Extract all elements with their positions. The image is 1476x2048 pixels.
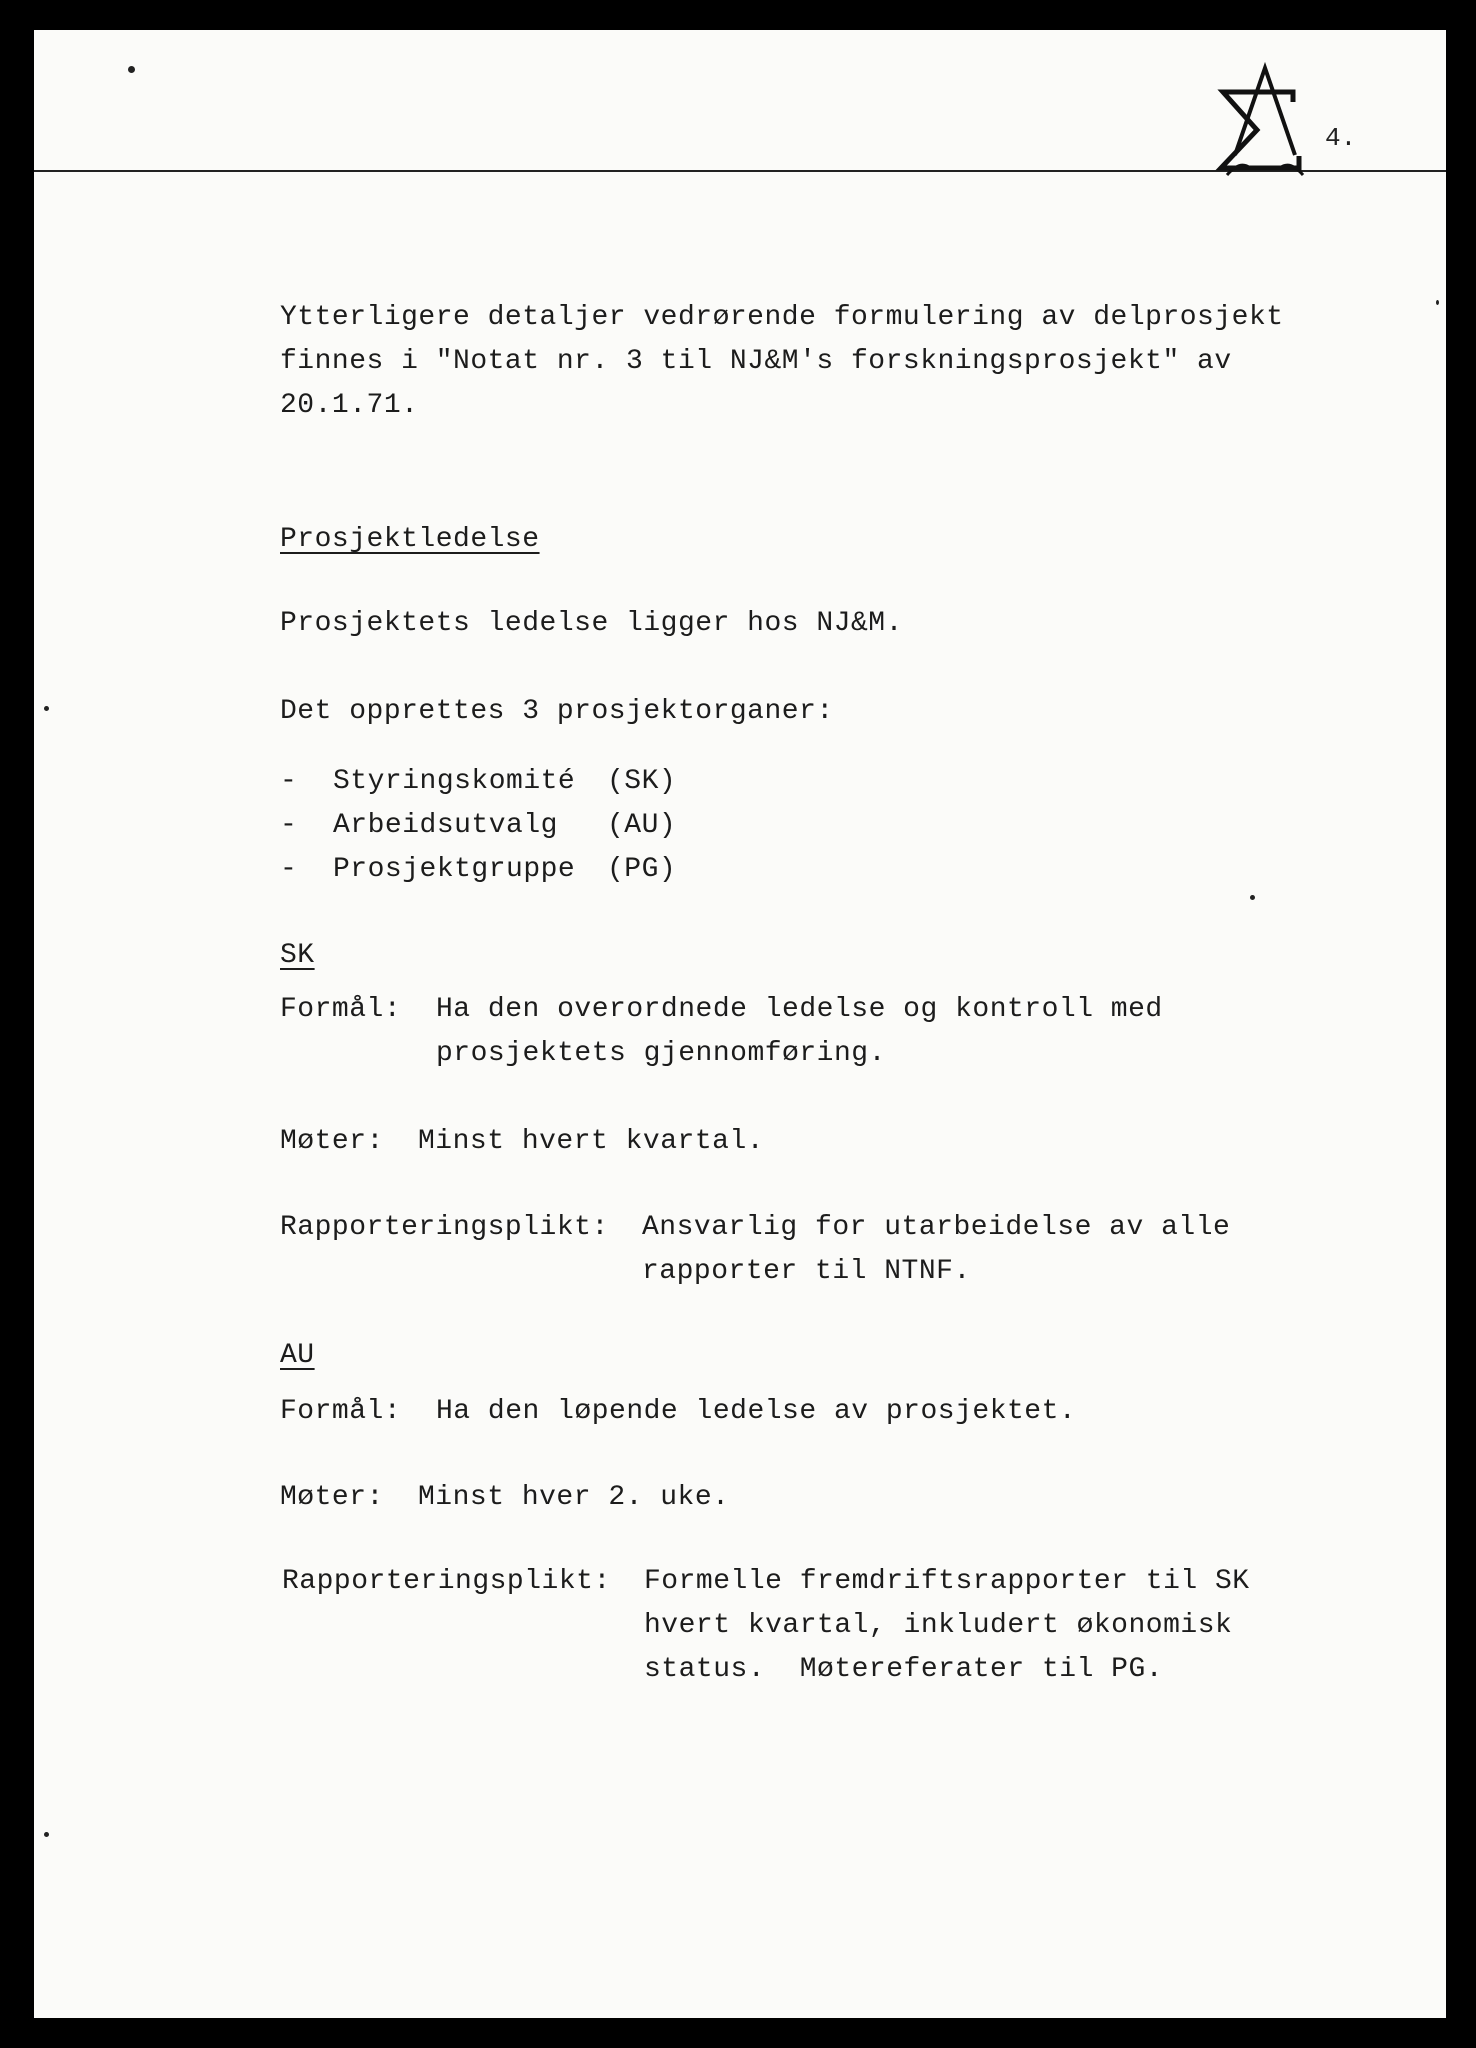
scan-speck [44, 706, 49, 711]
au-purpose-label: Formål: [280, 1396, 402, 1427]
intro-line-2: finnes i "Notat nr. 3 til NJ&M's forskningsprosjekt" av [280, 346, 1232, 377]
sk-purpose-line-1: Ha den overordnede ledelse og kontroll med [436, 994, 1163, 1025]
scan-speck [44, 1832, 49, 1837]
au-purpose-value: Ha den løpende ledelse av prosjektet. [436, 1396, 1077, 1427]
organ-abbr: (AU) [607, 810, 677, 841]
scan-speck [1250, 895, 1255, 900]
sk-meetings-label: Møter: [280, 1126, 384, 1157]
au-reporting-line-2: hvert kvartal, inkludert økonomisk [644, 1610, 1233, 1641]
sk-reporting-line-2: rapporter til NTNF. [642, 1256, 971, 1287]
scan-speck [128, 66, 135, 73]
sk-heading: SK [280, 940, 315, 971]
au-reporting-label: Rapporteringsplikt: [282, 1566, 611, 1597]
sk-meetings-value: Minst hvert kvartal. [418, 1126, 765, 1157]
section-heading: Prosjektledelse [280, 524, 540, 555]
organs-intro: Det opprettes 3 prosjektorganer: [280, 696, 834, 727]
lead-paragraph: Prosjektets ledelse ligger hos NJ&M. [280, 608, 903, 639]
organ-dash: - [280, 766, 298, 797]
organ-abbr: (SK) [607, 766, 677, 797]
organ-abbr: (PG) [607, 854, 677, 885]
intro-line-1: Ytterligere detaljer vedrørende formulering av delprosjekt [280, 302, 1284, 333]
au-reporting-line-3: status. Møtereferater til PG. [644, 1654, 1164, 1685]
organ-name: Arbeidsutvalg [333, 810, 558, 841]
page-number: 4. [1325, 123, 1357, 153]
au-meetings-value: Minst hver 2. uke. [418, 1482, 730, 1513]
au-heading: AU [280, 1340, 315, 1371]
au-reporting-line-1: Formelle fremdriftsrapporter til SK [644, 1566, 1250, 1597]
organ-name: Styringskomité [333, 766, 576, 797]
sk-reporting-line-1: Ansvarlig for utarbeidelse av alle [642, 1212, 1231, 1243]
organ-dash: - [280, 854, 298, 885]
sk-reporting-label: Rapporteringsplikt: [280, 1212, 609, 1243]
intro-line-3: 20.1.71. [280, 390, 419, 421]
sk-purpose-label: Formål: [280, 994, 402, 1025]
sigma-logo-icon [1195, 60, 1335, 178]
scan-speck [1436, 300, 1439, 305]
sk-purpose-line-2: prosjektets gjennomføring. [436, 1038, 886, 1069]
organ-name: Prosjektgruppe [333, 854, 576, 885]
au-meetings-label: Møter: [280, 1482, 384, 1513]
organ-dash: - [280, 810, 298, 841]
